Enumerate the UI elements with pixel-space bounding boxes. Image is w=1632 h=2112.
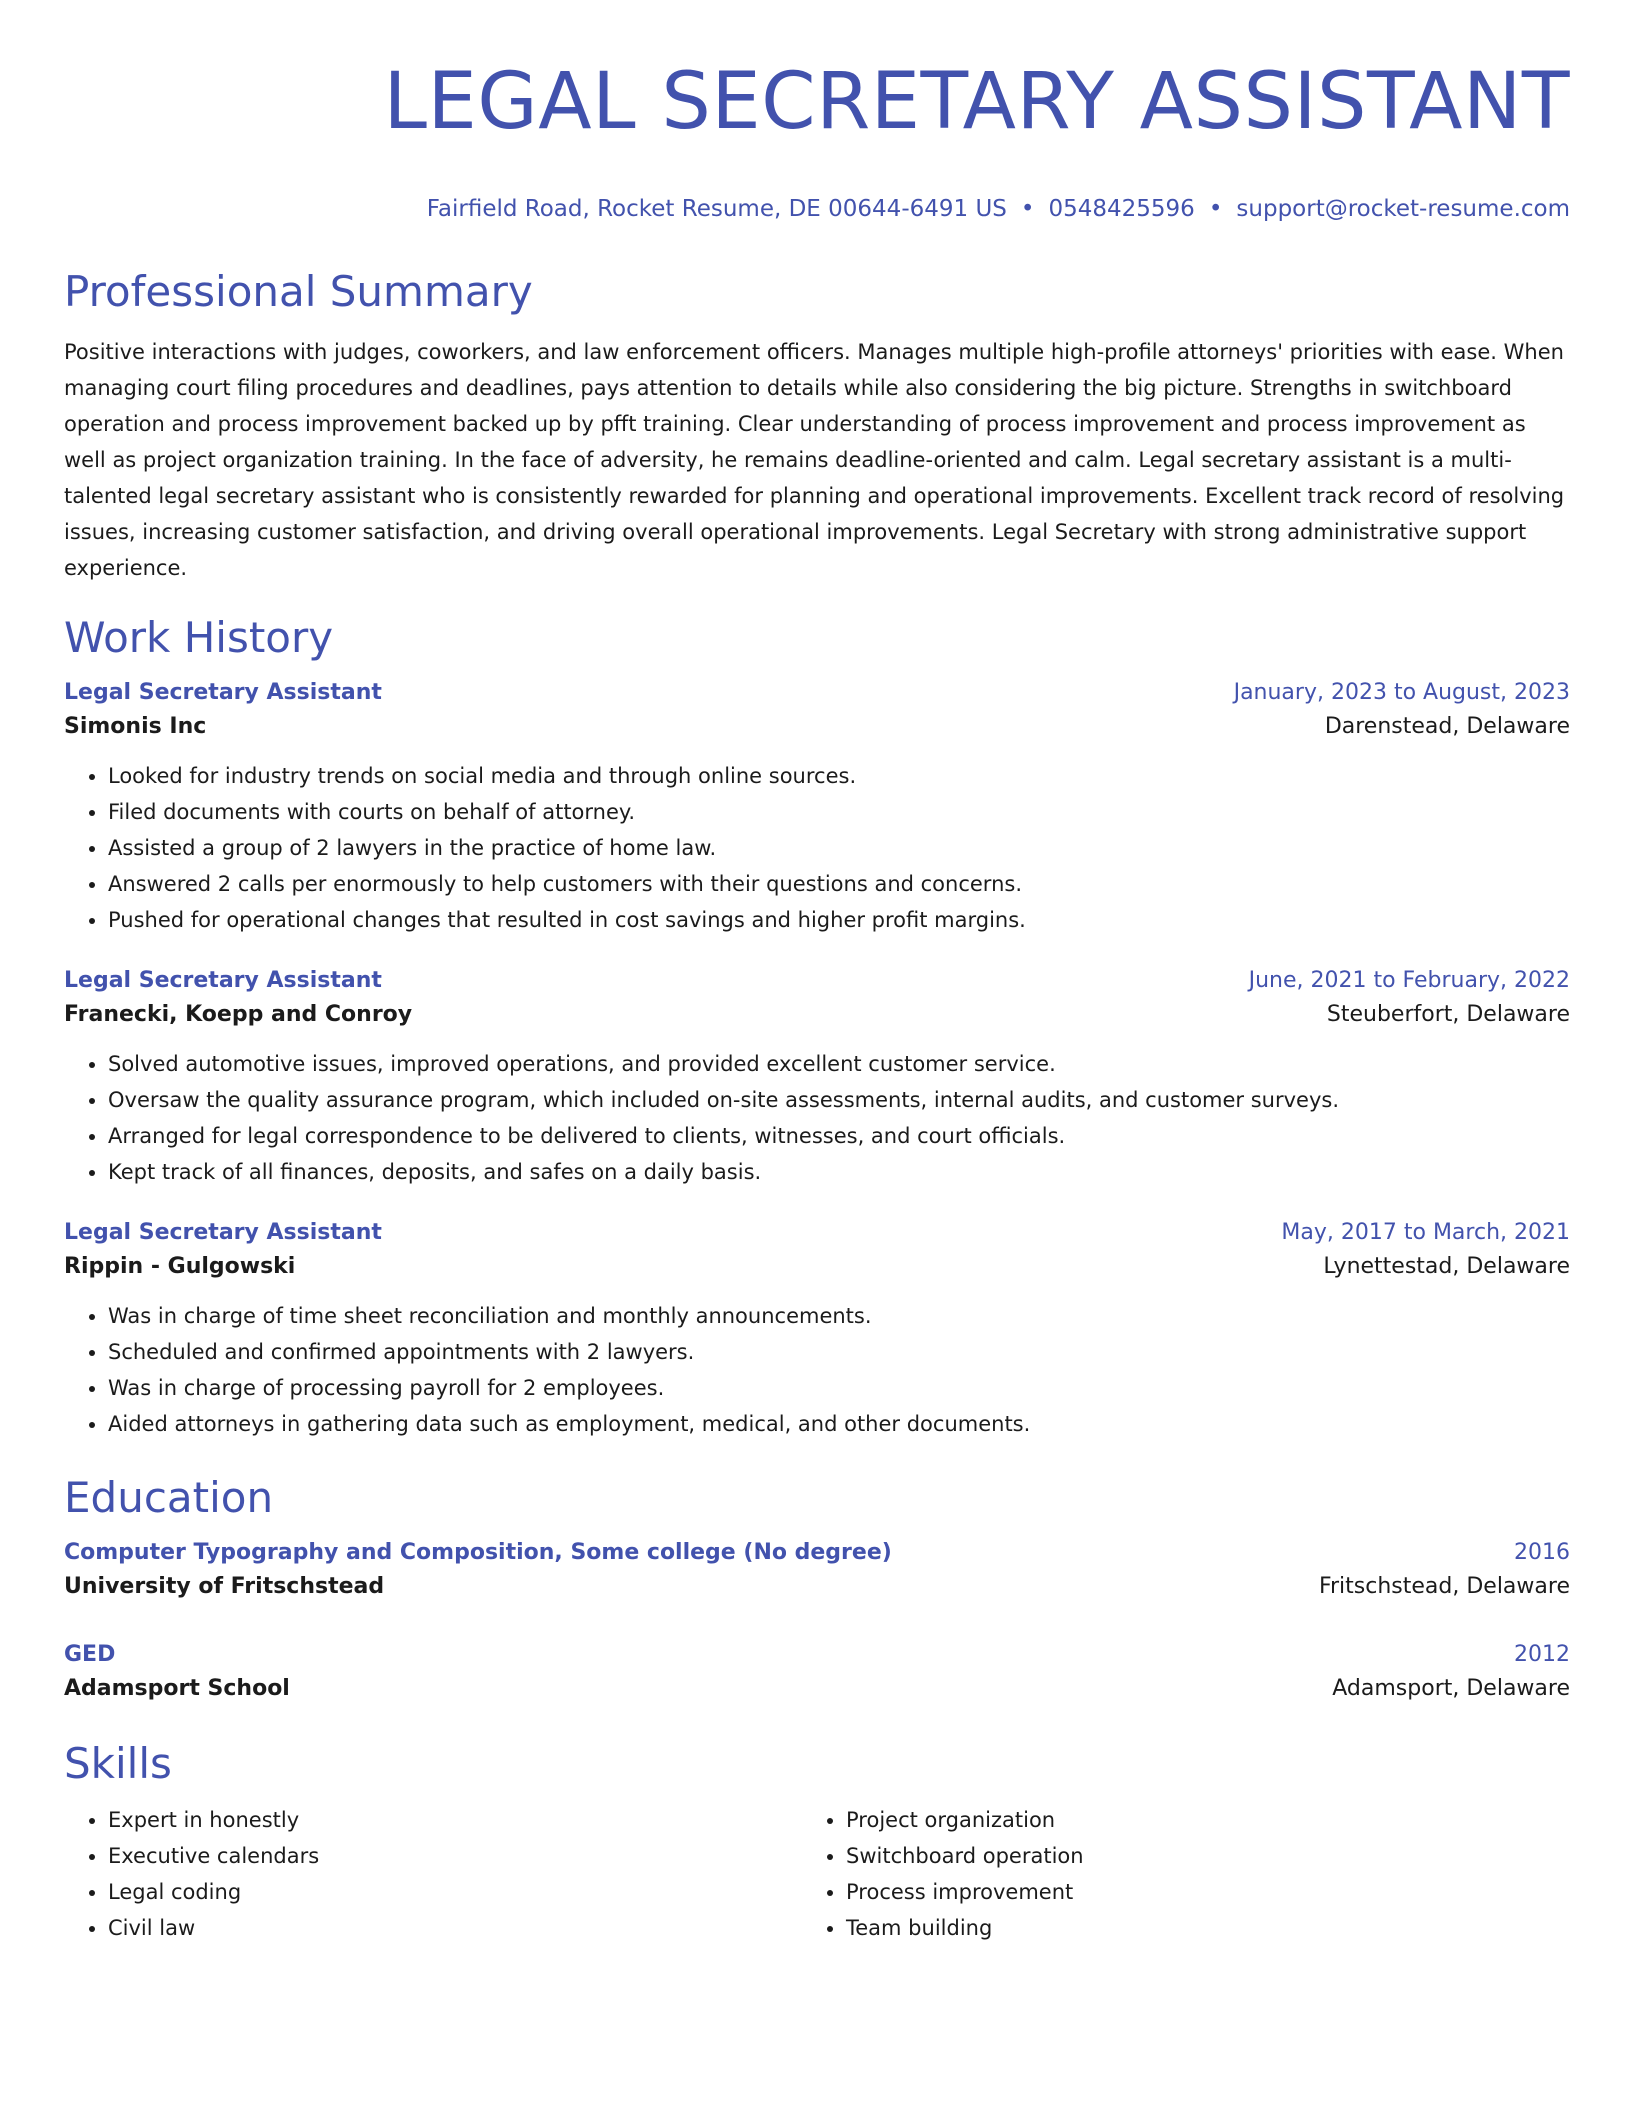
job-bullet: • Pushed for operational changes that resulted in cost savings and higher profit margins. <box>108 902 1570 938</box>
job-title: Legal Secretary Assistant <box>64 968 382 993</box>
education-degree: GED <box>64 1642 116 1667</box>
education-heading: Education <box>64 1473 274 1522</box>
contact-separator: • <box>1020 196 1035 222</box>
contact-phone: 0548425596 <box>1048 196 1195 222</box>
job-company: Simonis Inc <box>64 714 207 739</box>
job-dates: January, 2023 to August, 2023 <box>1233 680 1570 705</box>
skills-list-left <box>64 1802 802 1946</box>
education-location: Adamsport, Delaware <box>1332 1676 1570 1701</box>
job-bullet-list <box>64 758 1570 938</box>
education-degree: Computer Typography and Composition, Some college (No degree) <box>64 1540 892 1565</box>
job-location: Lynettestad, Delaware <box>1323 1254 1570 1279</box>
job-company: Franecki, Koepp and Conroy <box>64 1002 413 1027</box>
summary-heading: Professional Summary <box>64 267 533 316</box>
skill-item: • Civil law <box>108 1910 802 1946</box>
skill-item: • Switchboard operation <box>846 1838 1540 1874</box>
skill-item: • Team building <box>846 1910 1540 1946</box>
skill-item: • Executive calendars <box>108 1838 802 1874</box>
education-entry <box>64 1640 1570 1708</box>
education-school: Adamsport School <box>64 1676 290 1701</box>
job-bullet-list <box>64 1046 1570 1190</box>
contact-separator: • <box>1208 196 1223 222</box>
job-bullet: • Scheduled and confirmed appointments with 2 lawyers. <box>108 1334 1570 1370</box>
job-company: Rippin - Gulgowski <box>64 1254 296 1279</box>
education-entry <box>64 1538 1570 1606</box>
job-bullet: • Was in charge of time sheet reconciliation and monthly announcements. <box>108 1298 1570 1334</box>
skills-grid <box>64 1802 1570 1946</box>
job-bullet-list <box>64 1298 1570 1442</box>
contact-address: Fairfield Road, Rocket Resume, DE 00644-6491 US <box>426 196 1007 222</box>
job-location: Steuberfort, Delaware <box>1326 1002 1570 1027</box>
work-history-heading: Work History <box>64 613 334 662</box>
contact-email[interactable]: support@rocket-resume.com <box>1236 196 1570 222</box>
job-bullet: • Was in charge of processing payroll for 2 employees. <box>108 1370 1570 1406</box>
education-year: 2016 <box>1514 1540 1570 1565</box>
education-school: University of Fritschstead <box>64 1574 385 1599</box>
job-dates: June, 2021 to February, 2022 <box>1248 968 1570 993</box>
skill-item: • Process improvement <box>846 1874 1540 1910</box>
job-bullet: • Solved automotive issues, improved operations, and provided excellent customer service. <box>108 1046 1570 1082</box>
skill-item: • Legal coding <box>108 1874 802 1910</box>
skill-item: • Expert in honestly <box>108 1802 802 1838</box>
job-bullet: • Assisted a group of 2 lawyers in the practice of home law. <box>108 830 1570 866</box>
job-title: Legal Secretary Assistant <box>64 680 382 705</box>
job-dates: May, 2017 to March, 2021 <box>1281 1220 1570 1245</box>
job-bullet: • Looked for industry trends on social media and through online sources. <box>108 758 1570 794</box>
work-entry <box>64 678 1570 938</box>
job-bullet: • Aided attorneys in gathering data such as employment, medical, and other documents. <box>108 1406 1570 1442</box>
education-location: Fritschstead, Delaware <box>1318 1574 1570 1599</box>
job-bullet: • Arranged for legal correspondence to be delivered to clients, witnesses, and court officials. <box>108 1118 1570 1154</box>
work-entry <box>64 966 1570 1190</box>
job-location: Darenstead, Delaware <box>1324 714 1570 739</box>
contact-line <box>64 194 1570 224</box>
job-bullet: • Answered 2 calls per enormously to help customers with their questions and concerns. <box>108 866 1570 902</box>
summary-text: Positive interactions with judges, coworkers, and law enforcement officers. Manages multiple high-profile attorneys' priorities with ease. When managing court filing procedures and deadlines, pays attention to details while also considering the big picture. Strengths in switchboard operation and process improvement backed up by pfft training. Clear understanding of process improvement and process improvement as well as project organization training. In the face of adversity, he remains deadline-oriented and calm. Legal secretary assistant is a multi-talented legal secretary assistant who is consistently rewarded for planning and operational improvements. Excellent track record of resolving issues, increasing customer satisfaction, and driving overall operational improvements. Legal Secretary with strong administrative support experience. <box>64 340 1565 580</box>
education-year: 2012 <box>1514 1642 1570 1667</box>
job-title: Legal Secretary Assistant <box>64 1220 382 1245</box>
job-bullet: • Oversaw the quality assurance program, which included on-site assessments, internal audits, and customer surveys. <box>108 1082 1570 1118</box>
skill-item: • Project organization <box>846 1802 1540 1838</box>
job-bullet: • Kept track of all finances, deposits, and safes on a daily basis. <box>108 1154 1570 1190</box>
resume-name-title: LEGAL SECRETARY ASSISTANT <box>383 57 1570 147</box>
work-entry <box>64 1218 1570 1442</box>
job-bullet: • Filed documents with courts on behalf of attorney. <box>108 794 1570 830</box>
skills-list-right <box>802 1802 1540 1946</box>
skills-heading: Skills <box>64 1739 172 1788</box>
